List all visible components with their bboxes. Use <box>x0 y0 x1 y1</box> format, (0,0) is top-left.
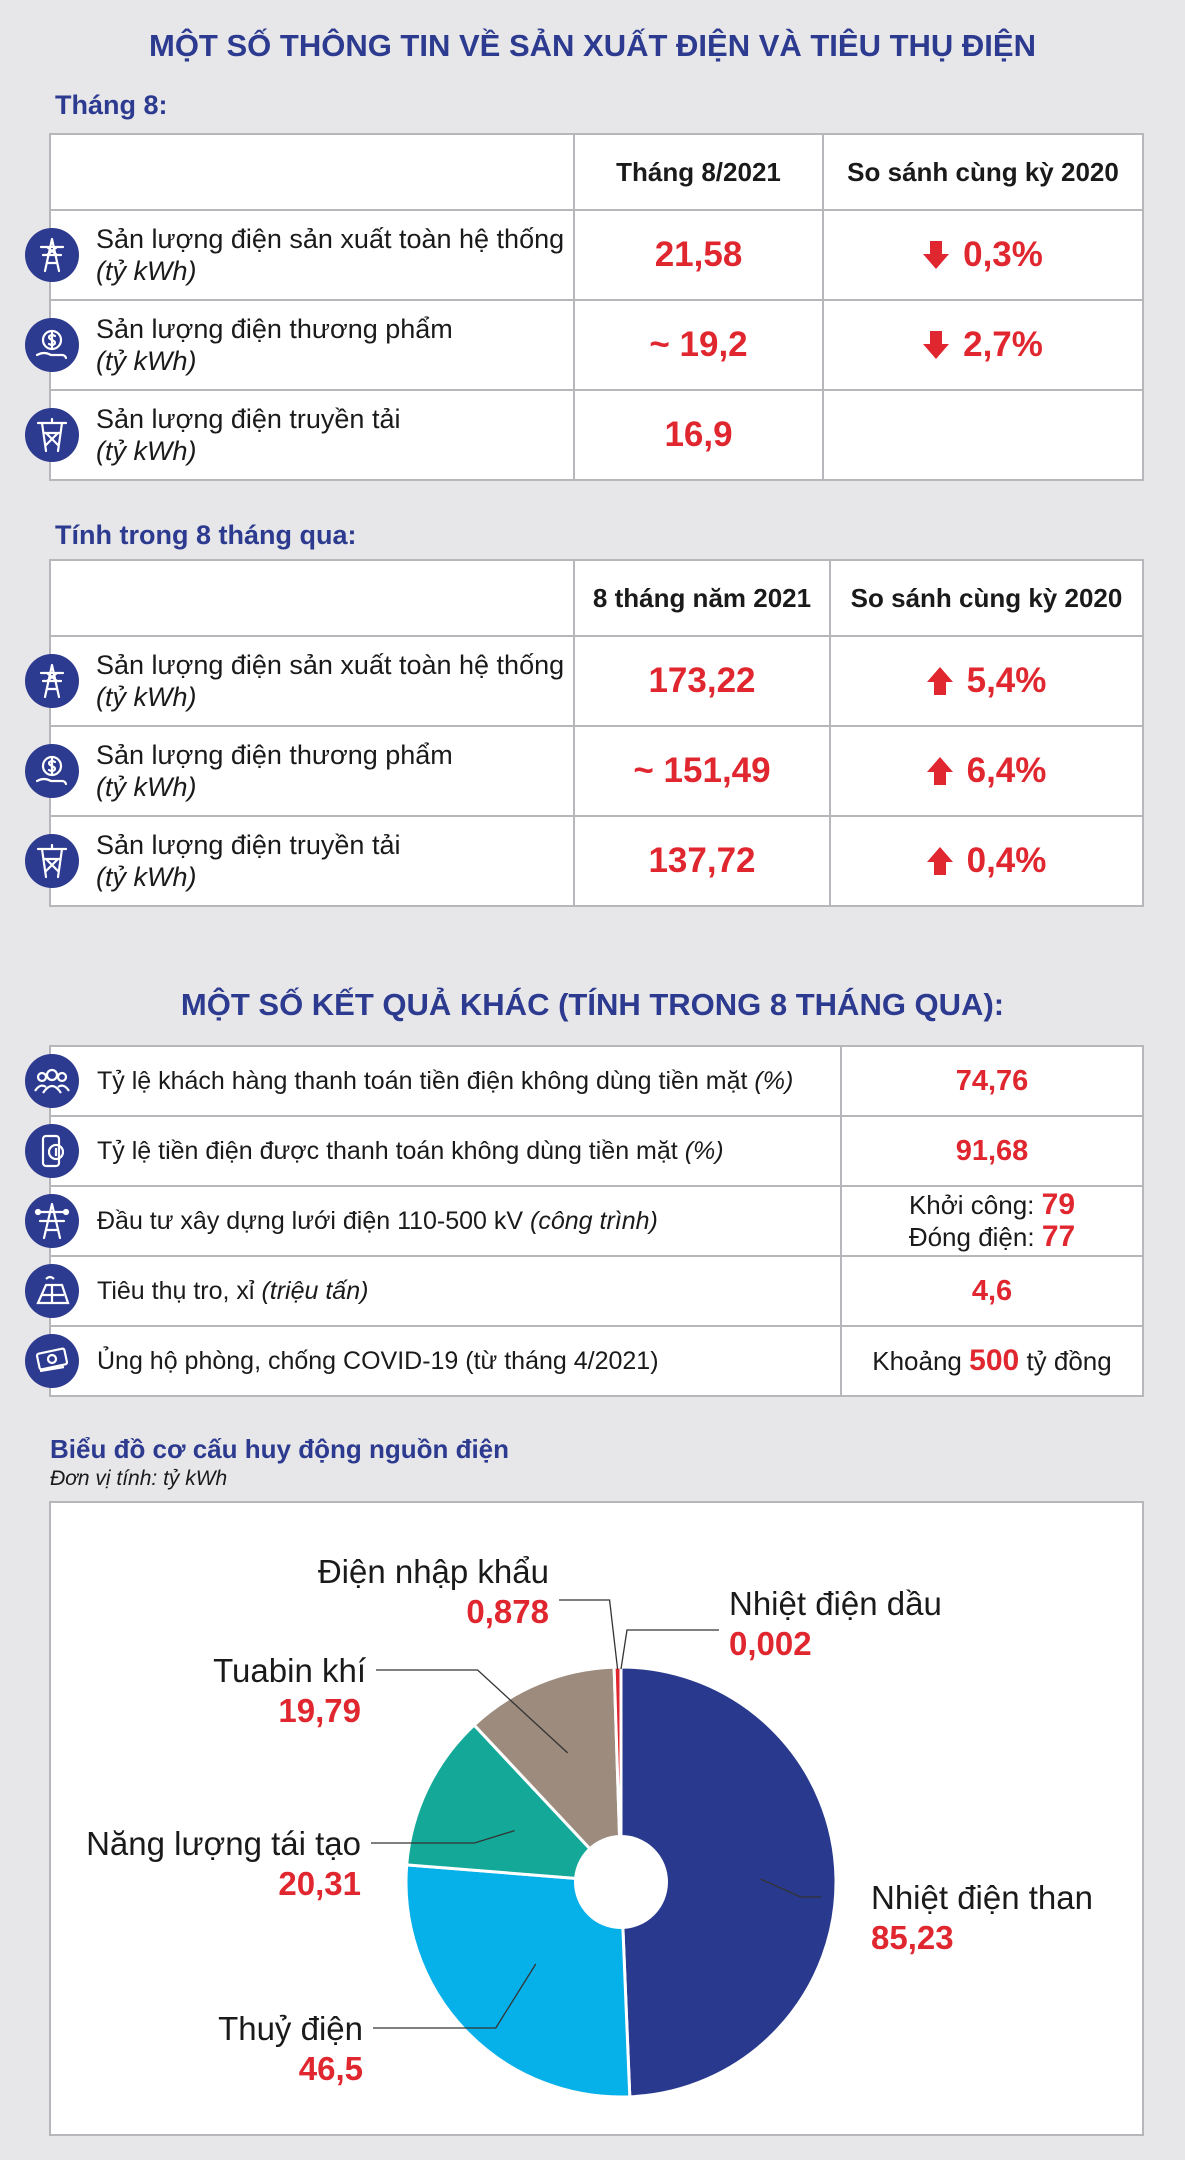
header-empty-cell <box>50 560 574 636</box>
row-unit: (tỷ kWh) <box>96 772 197 802</box>
row-value: ~ 19,2 <box>574 300 823 390</box>
arrow-up-icon <box>927 847 953 875</box>
slice-value-4: 0,878 <box>466 1593 549 1630</box>
money-hand-icon <box>25 318 79 372</box>
row-unit: (tỷ kWh) <box>96 436 197 466</box>
row-value: ~ 151,49 <box>574 726 830 816</box>
leader-line-5 <box>621 1630 719 1669</box>
energized-value: 77 <box>1041 1220 1076 1253</box>
pie-chart-svg <box>51 1503 1142 2134</box>
row-value: 91,68 <box>841 1116 1143 1186</box>
row-name: Sản lượng điện truyền tải <box>96 404 401 434</box>
arrow-up-icon <box>927 667 953 695</box>
value-suffix: tỷ đồng <box>1026 1346 1112 1376</box>
row-value: 173,22 <box>574 636 830 726</box>
row-value: 74,76 <box>841 1046 1143 1116</box>
row-unit: (tỷ kWh) <box>96 256 197 286</box>
table-row <box>50 1186 1143 1256</box>
row-text: Tỷ lệ tiền điện được thanh toán không dùng tiền mặt <box>97 1137 678 1165</box>
month-table <box>49 133 1144 481</box>
slice-value-1: 46,5 <box>298 2050 363 2087</box>
row-change: 5,4% <box>830 636 1143 726</box>
slice-label-3: Tuabin khí <box>213 1652 366 1689</box>
row-value: 500 <box>969 1344 1020 1377</box>
row-unit: (%) <box>684 1137 724 1165</box>
table-row <box>50 1256 1143 1326</box>
row-name: Sản lượng điện truyền tải <box>96 830 401 860</box>
slice-label-4: Điện nhập khẩu <box>317 1553 549 1590</box>
other-results-table <box>49 1045 1144 1397</box>
customers-icon <box>25 1054 79 1108</box>
money-hand-icon <box>25 744 79 798</box>
row-name: Sản lượng điện thương phẩm <box>96 740 453 770</box>
donation-icon <box>25 1334 79 1388</box>
table-row <box>50 816 1143 906</box>
arrow-up-icon <box>927 757 953 785</box>
slice-label-0: Nhiệt điện than <box>871 1879 1093 1916</box>
power-tower-icon <box>25 654 79 708</box>
chart-unit: Đơn vị tính: tỷ kWh <box>50 1467 228 1490</box>
ytd-table <box>49 559 1144 907</box>
pie-chart <box>49 1501 1144 2136</box>
ytd-section-label: Tính trong 8 tháng qua: <box>55 520 357 550</box>
table-row <box>50 210 1143 300</box>
row-text: Đầu tư xây dựng lưới điện 110-500 kV <box>97 1207 524 1235</box>
ash-icon <box>25 1264 79 1318</box>
row-value: 4,6 <box>841 1256 1143 1326</box>
other-results-title: MỘT SỐ KẾT QUẢ KHÁC (TÍNH TRONG 8 THÁNG QUA): <box>180 987 1005 1022</box>
header-compare: So sánh cùng kỳ 2020 <box>830 560 1143 636</box>
row-name: Sản lượng điện sản xuất toàn hệ thống <box>96 224 565 254</box>
leader-line-4 <box>559 1600 618 1669</box>
row-unit: (công trình) <box>530 1207 658 1235</box>
header-period: Tháng 8/2021 <box>574 134 823 210</box>
row-change: 0,4% <box>830 816 1143 906</box>
row-unit: (tỷ kWh) <box>96 346 197 376</box>
page-title: MỘT SỐ THÔNG TIN VỀ SẢN XUẤT ĐIỆN VÀ TIÊU THỤ ĐIỆN <box>149 28 1036 63</box>
slice-label-2: Năng lượng tái tạo <box>86 1825 361 1862</box>
slice-value-3: 19,79 <box>278 1692 361 1729</box>
slice-value-2: 20,31 <box>278 1865 361 1902</box>
slice-label-5: Nhiệt điện dầu <box>729 1585 942 1622</box>
pie-center-hole <box>574 1835 668 1929</box>
row-unit: (triệu tấn) <box>261 1277 369 1305</box>
row-value: 137,72 <box>574 816 830 906</box>
row-unit: (tỷ kWh) <box>96 862 197 892</box>
table-header-row <box>50 134 1143 210</box>
row-unit: (%) <box>754 1067 794 1095</box>
arrow-down-icon <box>923 331 949 359</box>
chart-title: Biểu đồ cơ cấu huy động nguồn điện <box>50 1434 510 1464</box>
row-change: 6,4% <box>830 726 1143 816</box>
row-value: 21,58 <box>574 210 823 300</box>
table-row <box>50 1046 1143 1116</box>
energized-label: Đóng điện: <box>908 1222 1035 1252</box>
row-value: 16,9 <box>574 390 823 480</box>
table-header-row <box>50 560 1143 636</box>
month-section-label: Tháng 8: <box>55 90 168 120</box>
slice-value-5: 0,002 <box>729 1625 812 1662</box>
row-text: Ủng hộ phòng, chống COVID-19 (từ tháng 4/2021) <box>97 1347 659 1375</box>
table-row <box>50 390 1143 480</box>
table-row <box>50 1326 1143 1396</box>
slice-label-1: Thuỷ điện <box>218 2010 363 2047</box>
transmission-icon <box>25 408 79 462</box>
row-unit: (tỷ kWh) <box>96 682 197 712</box>
started-label: Khởi công: <box>908 1190 1035 1220</box>
table-row <box>50 636 1143 726</box>
row-change: 0,3% <box>823 210 1143 300</box>
mobile-payment-icon <box>25 1124 79 1178</box>
grid-tower-icon <box>25 1194 79 1248</box>
row-text: Tiêu thụ tro, xỉ <box>97 1277 255 1305</box>
row-text: Tỷ lệ khách hàng thanh toán tiền điện không dùng tiền mặt <box>97 1067 748 1095</box>
table-row <box>50 726 1143 816</box>
header-empty-cell <box>50 134 574 210</box>
row-change <box>823 390 1143 480</box>
header-compare: So sánh cùng kỳ 2020 <box>823 134 1143 210</box>
started-value: 79 <box>1041 1188 1076 1221</box>
row-name: Sản lượng điện thương phẩm <box>96 314 453 344</box>
row-name: Sản lượng điện sản xuất toàn hệ thống <box>96 650 565 680</box>
table-row <box>50 300 1143 390</box>
slice-value-0: 85,23 <box>871 1919 954 1956</box>
transmission-icon <box>25 834 79 888</box>
power-tower-icon <box>25 228 79 282</box>
header-period: 8 tháng năm 2021 <box>574 560 830 636</box>
table-row <box>50 1116 1143 1186</box>
arrow-down-icon <box>923 241 949 269</box>
row-change: 2,7% <box>823 300 1143 390</box>
value-prefix: Khoảng <box>872 1346 962 1376</box>
